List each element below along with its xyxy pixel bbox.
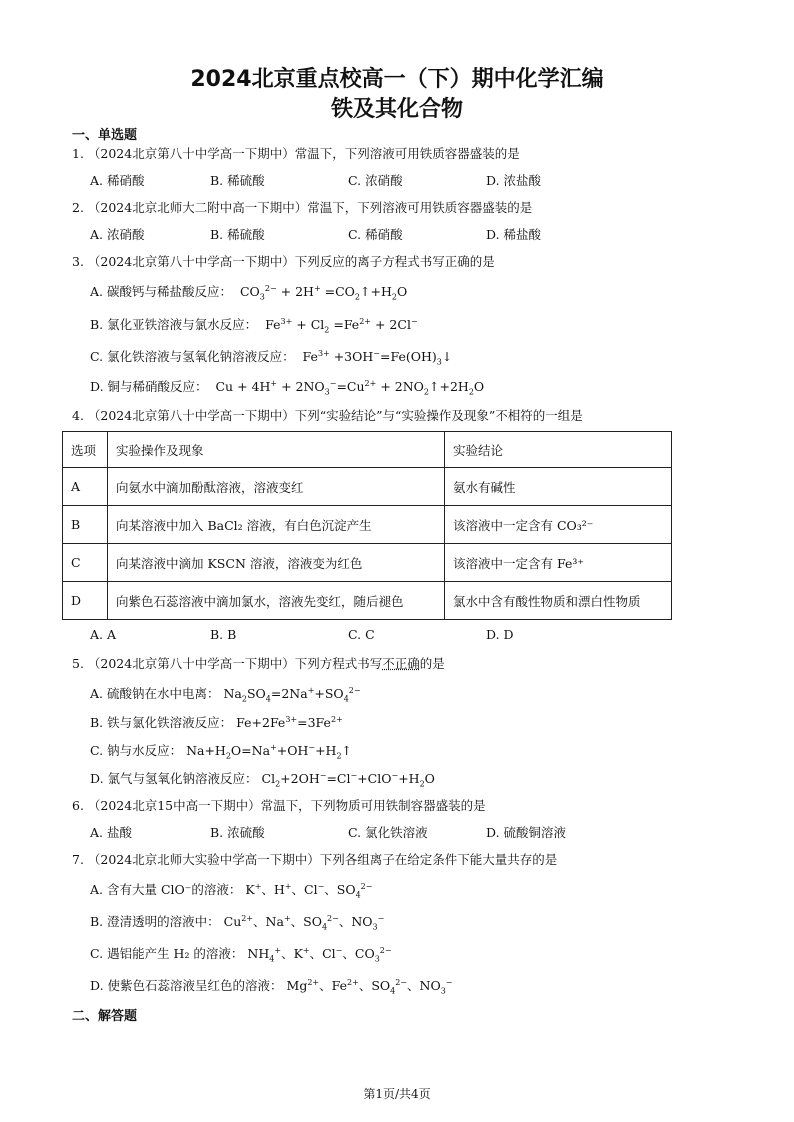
table-row xyxy=(63,544,672,582)
header-cell: 实验操作及现象 xyxy=(108,432,445,468)
equation: $Cl_2+2OH^-=Cl^-+ClO^-+H_2O$ xyxy=(261,770,435,789)
option-label: D. 使紫色石蕊溶液呈红色的溶液： xyxy=(90,978,283,993)
table-cell: 该溶液中一定含有 CO₃²⁻ xyxy=(445,506,672,544)
document-title: 2024北京重点校高一（下）期中化学汇编 xyxy=(190,67,604,92)
emphasis-text: 不正确 xyxy=(382,656,420,671)
page-footer: 第1页/共4页 xyxy=(363,1087,431,1101)
table-cell: 向氨水中滴加酚酞溶液，溶液变红 xyxy=(108,468,445,506)
stem-text: 的是 xyxy=(419,656,445,671)
table-cell: 该溶液中一定含有 Fe³⁺ xyxy=(445,544,672,582)
question-7-stem: 7. （2024北京北师大实验中学高一下期中）下列各组离子在给定条件下能大量共存的是 xyxy=(72,852,558,867)
option-b: B. 稀硫酸 xyxy=(210,227,265,242)
option-label: A. 碳酸钙与稀盐酸反应： xyxy=(90,284,232,299)
option-d: D. D xyxy=(486,627,514,642)
option-label: B. 铁与氯化铁溶液反应： xyxy=(90,715,233,730)
table-cell: B xyxy=(63,506,108,544)
stem-text: 5. （2024北京第八十中学高一下期中）下列方程式书写 xyxy=(72,656,383,671)
option-a: A. 浓硝酸 xyxy=(90,227,145,242)
question-3-option-b xyxy=(90,315,418,335)
question-5-option-d xyxy=(90,769,435,789)
question-3-option-a xyxy=(90,282,407,302)
table-row xyxy=(63,468,672,506)
experiment-table xyxy=(62,431,672,620)
option-label: C. 钠与水反应： xyxy=(90,743,183,758)
option-label: D. 铜与稀硝酸反应： xyxy=(90,379,208,394)
option-label: A. 含有大量 ClO⁻的溶液： xyxy=(90,882,242,897)
option-d: D. 硫酸铜溶液 xyxy=(486,825,567,840)
ion-list: $Mg^{2+}$、$Fe^{2+}$、$SO_4^{2-}$、$NO_3^-$ xyxy=(286,977,453,996)
table-cell: 向紫色石蕊溶液中滴加氯水，溶液先变红，随后褪色 xyxy=(108,582,445,620)
option-b: B. 浓硫酸 xyxy=(210,825,265,840)
question-5-stem xyxy=(72,654,445,672)
question-7-option-c xyxy=(90,944,392,964)
question-2-stem: 2. （2024北京北师大二附中高一下期中）常温下，下列溶液可用铁质容器盛装的是 xyxy=(72,200,533,215)
question-4-stem: 4. （2024北京第八十中学高一下期中）下列“实验结论”与“实验操作及现象”不相符的一组是 xyxy=(72,408,583,423)
table-cell: 向某溶液中滴加 KSCN 溶液，溶液变为红色 xyxy=(108,544,445,582)
option-label: C. 遇铝能产生 H₂ 的溶液： xyxy=(90,946,244,961)
option-a: A. A xyxy=(90,627,117,642)
question-6-stem: 6. （2024北京15中高一下期中）常温下，下列物质可用铁制容器盛装的是 xyxy=(72,798,486,813)
option-a: A. 稀硝酸 xyxy=(90,173,145,188)
option-c: C. 浓硝酸 xyxy=(348,173,403,188)
option-c: C. 氯化铁溶液 xyxy=(348,825,428,840)
option-d: D. 稀盐酸 xyxy=(486,227,542,242)
ion-list: $NH_4^+$、K+、Cl−、$CO_3^{2-}$ xyxy=(247,945,392,964)
section-heading-answer: 二、解答题 xyxy=(72,1009,138,1024)
ion-list: $Cu^{2+}$、Na+、$SO_4^{2-}$、$NO_3^-$ xyxy=(223,913,385,932)
option-label: B. 氯化亚铁溶液与氯水反应： xyxy=(90,317,258,332)
ion-list: K+、H+、Cl−、$SO_4^{2-}$ xyxy=(245,881,373,900)
option-b: B. 稀硫酸 xyxy=(210,173,265,188)
equation: $Na_2SO_4=2Na^++SO_4^{2-}$ xyxy=(223,685,361,704)
question-1-stem: 1. （2024北京第八十中学高一下期中）常温下，下列溶液可用铁质容器盛装的是 xyxy=(72,146,520,161)
header-cell: 选项 xyxy=(63,432,108,468)
table-cell: 氯水中含有酸性物质和漂白性物质 xyxy=(445,582,672,620)
question-3-option-d xyxy=(90,377,484,397)
question-5-option-a xyxy=(90,684,361,704)
question-5-option-b xyxy=(90,713,343,731)
table-cell: D xyxy=(63,582,108,620)
document-subtitle: 铁及其化合物 xyxy=(330,97,463,122)
section-heading-single-choice: 一、单选题 xyxy=(72,128,138,143)
table-row xyxy=(63,506,672,544)
question-3-option-c xyxy=(90,347,452,367)
equation: $Cu + 4H^+ + 2NO_3^-=Cu^{2+}$ + $2NO_2↑+2H_2O$ xyxy=(211,378,485,397)
table-cell: 氨水有碱性 xyxy=(445,468,672,506)
equation: $CO_3^{2-} + 2H^+$ $=CO_2↑+H_2O$ xyxy=(235,283,408,302)
option-label: D. 氯气与氢氧化钠溶液反应： xyxy=(90,771,258,786)
table-row xyxy=(63,582,672,620)
table-header-row xyxy=(63,432,672,468)
equation: $Fe^{3+}$ $+3OH^-=Fe(OH)_3↓$ xyxy=(298,348,453,367)
option-label: C. 氯化铁溶液与氢氧化钠溶液反应： xyxy=(90,349,295,364)
table-cell: C xyxy=(63,544,108,582)
header-cell: 实验结论 xyxy=(445,432,672,468)
table-cell: A xyxy=(63,468,108,506)
option-c: C. 稀硝酸 xyxy=(348,227,403,242)
option-label: B. 澄清透明的溶液中： xyxy=(90,914,220,929)
option-c: C. C xyxy=(348,627,375,642)
question-5-option-c xyxy=(90,741,352,761)
option-b: B. B xyxy=(210,627,237,642)
question-7-option-a xyxy=(90,880,372,900)
equation: $Fe+2Fe^{3+}=3Fe^{2+}$ xyxy=(236,714,343,730)
table-cell: 向某溶液中加入 BaCl₂ 溶液，有白色沉淀产生 xyxy=(108,506,445,544)
equation: $Fe^{3+} + Cl_2 =Fe^{2+} + 2Cl^-$ xyxy=(261,316,418,335)
question-7-option-d xyxy=(90,976,453,996)
question-7-option-b xyxy=(90,912,384,932)
option-label: A. 硫酸钠在水中电离： xyxy=(90,686,220,701)
option-a: A. 盐酸 xyxy=(90,825,132,840)
equation: $Na+H_2O=Na^++OH^-+H_2↑$ xyxy=(186,742,353,761)
option-d: D. 浓盐酸 xyxy=(486,173,542,188)
question-3-stem: 3. （2024北京第八十中学高一下期中）下列反应的离子方程式书写正确的是 xyxy=(72,254,495,269)
